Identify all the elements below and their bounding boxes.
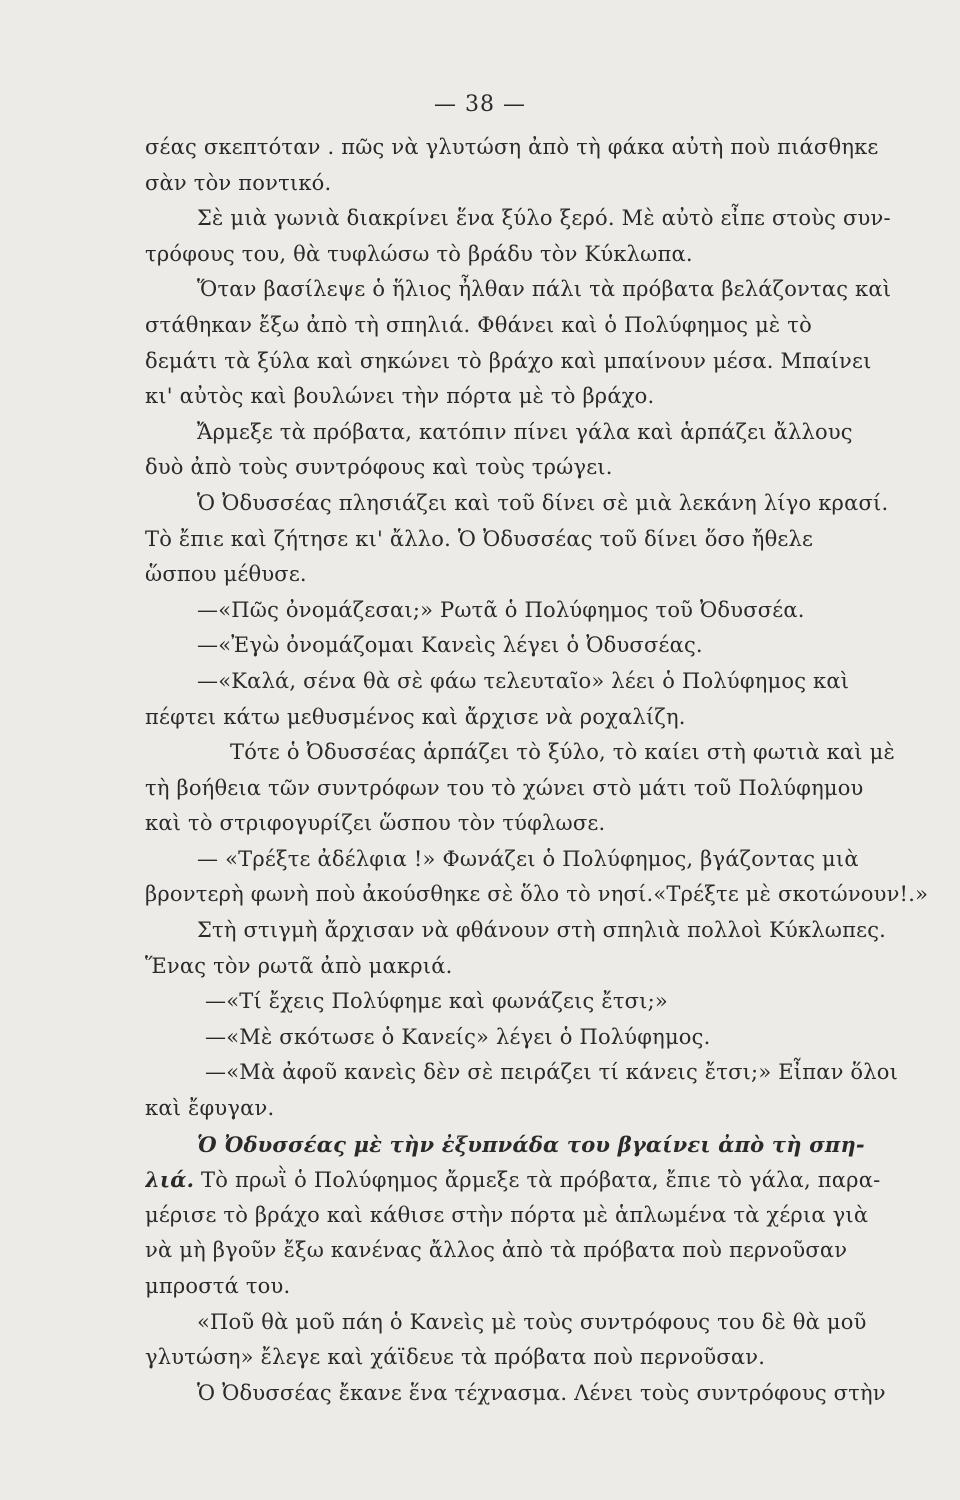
text-line: [145, 1269, 960, 1305]
text-line: [145, 1162, 960, 1198]
text-line: [145, 984, 960, 1020]
line-text: πέφτει κάτω μεθυσμένος καὶ ἄρχισε νὰ ροχαλίζη.: [145, 704, 686, 729]
text-line: [145, 450, 960, 486]
text-line: [145, 130, 960, 166]
line-text: καὶ τὸ στριφογυρίζει ὥσπου τὸν τύφλωσε.: [145, 811, 606, 836]
line-text: δυὸ ἀπὸ τοὺς συντρόφους καὶ τοὺς τρώγει.: [145, 455, 613, 480]
line-text: Σὲ μιὰ γωνιὰ διακρίνει ἕνα ξύλο ξερό. Μὲ αὐτὸ εἶπε στοὺς συν-: [197, 206, 891, 231]
text-line: [145, 593, 960, 629]
text-line: [145, 1376, 960, 1412]
text-line: [145, 344, 960, 380]
text-line: [145, 664, 960, 700]
line-text: τὴ βοήθεια τῶν συντρόφων του τὸ χώνει στὸ μάτι τοῦ Πολύφημου: [145, 775, 864, 800]
text-line: [145, 1091, 960, 1127]
text-line: [145, 201, 960, 237]
text-line: [145, 522, 960, 558]
line-text: Ἕνας τὸν ρωτᾶ ἀπὸ μακριά.: [145, 953, 453, 978]
line-text: δεμάτι τὰ ξύλα καὶ σηκώνει τὸ βράχο καὶ μπαίνουν μέσα. Μπαίνει: [145, 348, 872, 373]
body-text: [145, 130, 960, 1411]
line-text: —«Καλά, σένα θὰ σὲ φάω τελευταῖο» λέει ὁ Πολύφημος καὶ: [197, 668, 850, 693]
text-line: [145, 272, 960, 308]
text-line: [145, 237, 960, 273]
text-line: [145, 166, 960, 202]
line-text: μέρισε τὸ βράχο καὶ κάθισε στὴν πόρτα μὲ ἁπλωμένα τὰ χέρια γιὰ: [145, 1202, 869, 1227]
line-text: Ἄρμεξε τὰ πρόβατα, κατόπιν πίνει γάλα καὶ ἁρπάζει ἄλλους: [197, 419, 853, 444]
text-line: [145, 1198, 960, 1234]
line-text: —«Τί ἔχεις Πολύφημε καὶ φωνάζεις ἔτσι;»: [205, 989, 668, 1014]
line-text: νὰ μὴ βγοῦν ἔξω κανένας ἄλλος ἀπὸ τὰ πρόβατα ποὺ περνοῦσαν: [145, 1238, 848, 1263]
text-line: [145, 771, 960, 807]
line-text: κι' αὐτὸς καὶ βουλώνει τὴν πόρτα μὲ τὸ βράχο.: [145, 384, 655, 409]
text-line: [145, 486, 960, 522]
text-line: [145, 806, 960, 842]
line-text: σέας σκεπτόταν . πῶς νὰ γλυτώση ἀπὸ τὴ φάκα αὐτὴ ποὺ πιάσθηκε: [145, 135, 879, 159]
line-text: Ὅταν βασίλεψε ὁ ἥλιος ἦλθαν πάλι τὰ πρόβατα βελάζοντας καὶ: [197, 277, 892, 302]
text-line: [145, 379, 960, 415]
page-number: — 38 —: [434, 92, 526, 117]
line-text: ὥσπου μέθυσε.: [145, 562, 307, 587]
line-text: τρόφους του, θὰ τυφλώσω τὸ βράδυ τὸν Κύκλωπα.: [145, 241, 693, 266]
text-line: [145, 1127, 960, 1163]
section-heading: Ὁ Ὀδυσσέας μὲ τὴν ἐξυπνάδα του βγαίνει ἀπὸ τὴ σπη-: [197, 1131, 865, 1157]
line-text: —«Πῶς ὀνομάζεσαι;» Ρωτᾶ ὁ Πολύφημος τοῦ Ὀδυσσέα.: [197, 597, 805, 622]
text-line: [145, 842, 960, 878]
line-text: Τότε ὁ Ὀδυσσέας ἁρπάζει τὸ ξύλο, τὸ καίει στὴ φωτιὰ καὶ μὲ: [230, 740, 895, 765]
text-line: [145, 877, 960, 913]
section-heading: λιά.: [145, 1167, 195, 1193]
text-line: [145, 735, 960, 771]
line-text: γλυτώση» ἔλεγε καὶ χάϊδευε τὰ πρόβατα ποὺ περνοῦσαν.: [145, 1345, 766, 1370]
line-text: —«Μὰ ἀφοῦ κανεὶς δὲν σὲ πειράζει τί κάνεις ἔτσι;» Εἶπαν ὅλοι: [205, 1060, 899, 1085]
line-text: Ὁ Ὀδυσσέας ἔκανε ἕνα τέχνασμα. Λένει τοὺς συντρόφους στὴν: [197, 1380, 886, 1405]
line-text: — «Τρέξτε ἀδέλφια !» Φωνάζει ὁ Πολύφημος, βγάζοντας μιὰ: [197, 846, 859, 871]
text-line: [145, 949, 960, 985]
line-text: —«Ἐγὼ ὀνομάζομαι Κανεὶς λέγει ὁ Ὀδυσσέας.: [197, 633, 703, 658]
text-line: [145, 913, 960, 949]
text-line: [145, 415, 960, 451]
text-line: [145, 1055, 960, 1091]
line-text: —«Μὲ σκότωσε ὁ Κανείς» λέγει ὁ Πολύφημος.: [205, 1024, 711, 1049]
text-line: [145, 1340, 960, 1376]
line-text: «Ποῦ θὰ μοῦ πάη ὁ Κανεὶς μὲ τοὺς συντρόφους του δὲ θὰ μοῦ: [197, 1309, 867, 1334]
line-text: σὰν τὸν ποντικό.: [145, 170, 332, 195]
text-line: [145, 1020, 960, 1056]
line-text: Στὴ στιγμὴ ἄρχισαν νὰ φθάνουν στὴ σπηλιὰ πολλοὶ Κύκλωπες.: [197, 918, 887, 943]
line-text: Τὸ ἔπιε καὶ ζήτησε κι' ἄλλο. Ὁ Ὀδυσσέας τοῦ δίνει ὅσο ἤθελε: [145, 526, 814, 551]
text-line: [145, 628, 960, 664]
line-text: βροντερὴ φωνὴ ποὺ ἀκούσθηκε σὲ ὅλο τὸ νησί.«Τρέξτε μὲ σκοτώνουν!.»: [145, 882, 929, 907]
text-line: [145, 700, 960, 736]
text-line: [145, 308, 960, 344]
line-text: μπροστά του.: [145, 1274, 291, 1298]
line-text: καὶ ἔφυγαν.: [145, 1096, 275, 1121]
text-line: [145, 1305, 960, 1341]
line-text: Τὸ πρωῒ ὁ Πολύφημος ἄρμεξε τὰ πρόβατα, ἔπιε τὸ γάλα, παρα-: [194, 1168, 881, 1193]
text-line: [145, 557, 960, 593]
line-text: στάθηκαν ἔξω ἀπὸ τὴ σπηλιά. Φθάνει καὶ ὁ Πολύφημος μὲ τὸ: [145, 312, 812, 337]
text-line: [145, 1233, 960, 1269]
line-text: Ὁ Ὀδυσσέας πλησιάζει καὶ τοῦ δίνει σὲ μιὰ λεκάνη λίγο κρασί.: [197, 490, 889, 515]
